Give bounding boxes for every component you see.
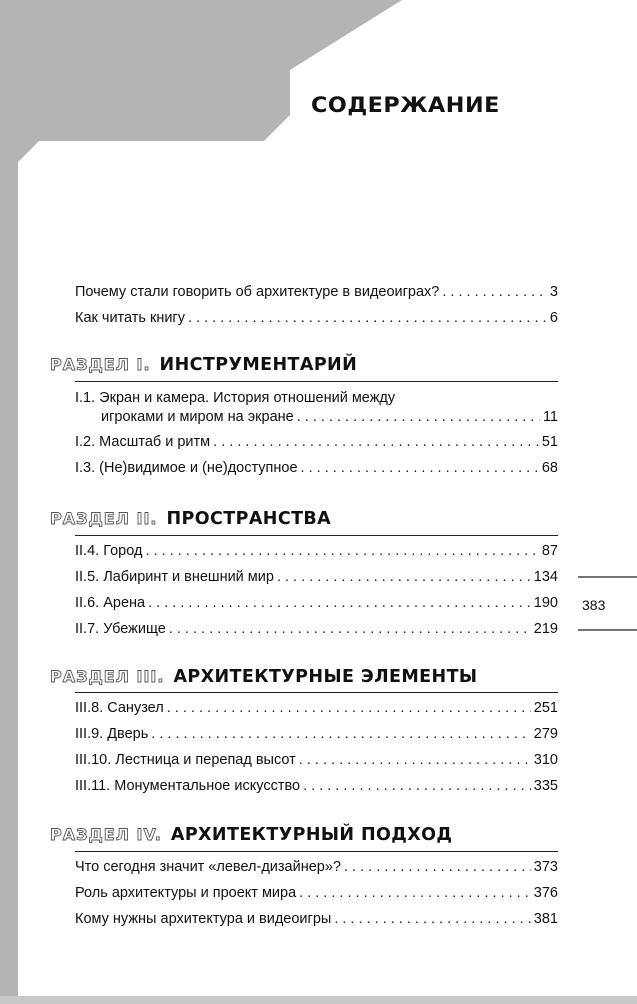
section-name: ПРОСТРАНСТВА: [166, 509, 332, 529]
dot-leader: [299, 751, 531, 769]
toc-entry-label: Роль архитектуры и проект мира: [75, 885, 297, 901]
dot-leader: [169, 620, 531, 638]
toc-entry-label: III.10. Лестница и перепад высот: [75, 752, 296, 768]
section-heading: [50, 355, 357, 375]
dot-leader: [188, 309, 547, 327]
toc-entry[interactable]: [75, 725, 558, 743]
toc-entry[interactable]: [75, 283, 558, 301]
section-name: АРХИТЕКТУРНЫЕ ЭЛЕМЕНТЫ: [173, 667, 478, 687]
toc-entry-label: Что сегодня значит «левел-дизайнер»?: [75, 859, 341, 875]
toc-entry-label: II.6. Арена: [75, 595, 146, 611]
toc-entry[interactable]: [75, 542, 558, 560]
section-word: РАЗДЕЛ III.: [50, 667, 165, 686]
toc-entry[interactable]: [75, 459, 558, 477]
toc-entry-page: 219: [533, 621, 558, 637]
toc-entry-page: 279: [533, 726, 558, 742]
toc-entry[interactable]: [75, 751, 558, 769]
toc-entry-page: 335: [533, 778, 558, 794]
toc-entry-label: III.8. Санузел: [75, 700, 164, 716]
toc-entry-label: Кому нужны архитектура и видеоигры: [75, 911, 332, 927]
toc-entry-label: II.7. Убежище: [75, 621, 166, 637]
section-word: РАЗДЕЛ I.: [50, 355, 151, 374]
section-divider: [75, 535, 558, 536]
toc-entry-page: 376: [533, 885, 558, 901]
toc-entry-label: I.3. (Не)видимое и (не)доступное: [75, 460, 298, 476]
toc-entry-page: 87: [541, 543, 558, 559]
toc-entry-page: 3: [549, 284, 558, 300]
toc-entry[interactable]: [75, 699, 558, 717]
toc-entry-label: III.11. Монументальное искусство: [75, 778, 301, 794]
toc-entry-page: 190: [533, 595, 558, 611]
dot-leader: [303, 777, 531, 795]
toc-entry-page: 373: [533, 859, 558, 875]
section-heading: [50, 825, 452, 845]
dot-leader: [213, 433, 539, 451]
toc-entry-label-continued: игроками и миром на экране: [101, 409, 294, 425]
toc-entry[interactable]: [75, 309, 558, 327]
section-name: АРХИТЕКТУРНЫЙ ПОДХОД: [170, 825, 453, 845]
toc-entry-label: Почему стали говорить об архитектуре в видеоиграх?: [75, 284, 440, 300]
toc-entry-page: 310: [533, 752, 558, 768]
dot-leader: [299, 884, 531, 902]
page-title: СОДЕРЖАНИЕ: [311, 93, 500, 117]
toc-entry[interactable]: [75, 910, 558, 928]
toc-entry-page: 251: [533, 700, 558, 716]
toc-entry[interactable]: [75, 389, 558, 427]
section-divider: [75, 851, 558, 852]
toc-entry[interactable]: [75, 620, 558, 638]
dot-leader: [344, 858, 531, 876]
toc-entry-label: II.4. Город: [75, 543, 143, 559]
section-word: РАЗДЕЛ II.: [50, 509, 158, 528]
page-number: 383: [582, 597, 606, 613]
dot-leader: [148, 594, 531, 612]
section-heading: [50, 667, 477, 687]
dot-leader: [151, 725, 531, 743]
section-divider: [75, 692, 558, 693]
toc-entry-label: II.5. Лабиринт и внешний мир: [75, 569, 274, 585]
toc-entry[interactable]: [75, 884, 558, 902]
dot-leader: [277, 568, 531, 586]
toc-entry-page: 68: [541, 460, 558, 476]
section-divider: [75, 381, 558, 382]
toc-entry-page: 381: [533, 911, 558, 927]
toc-entry-page: 134: [533, 569, 558, 585]
section-heading: [50, 509, 331, 529]
toc-entry[interactable]: [75, 777, 558, 795]
toc-entry[interactable]: [75, 433, 558, 451]
dot-leader: [442, 283, 547, 301]
toc-entry-page: 6: [549, 310, 558, 326]
dot-leader: [167, 699, 531, 717]
dot-leader: [297, 408, 540, 427]
toc-entry[interactable]: [75, 594, 558, 612]
dot-leader: [334, 910, 530, 928]
toc-entry-label: III.9. Дверь: [75, 726, 149, 742]
section-name: ИНСТРУМЕНТАРИЙ: [159, 355, 358, 375]
toc-entry[interactable]: [75, 568, 558, 586]
toc-entry[interactable]: [75, 858, 558, 876]
toc-entry-page: 11: [542, 409, 558, 425]
section-word: РАЗДЕЛ IV.: [50, 825, 162, 844]
dot-leader: [301, 459, 539, 477]
toc-entry-label: I.2. Масштаб и ритм: [75, 434, 211, 450]
toc-entry-page: 51: [541, 434, 558, 450]
toc-entry-label: I.1. Экран и камера. История отношений между: [75, 390, 396, 406]
toc-entry-label: Как читать книгу: [75, 310, 185, 326]
dot-leader: [145, 542, 538, 560]
